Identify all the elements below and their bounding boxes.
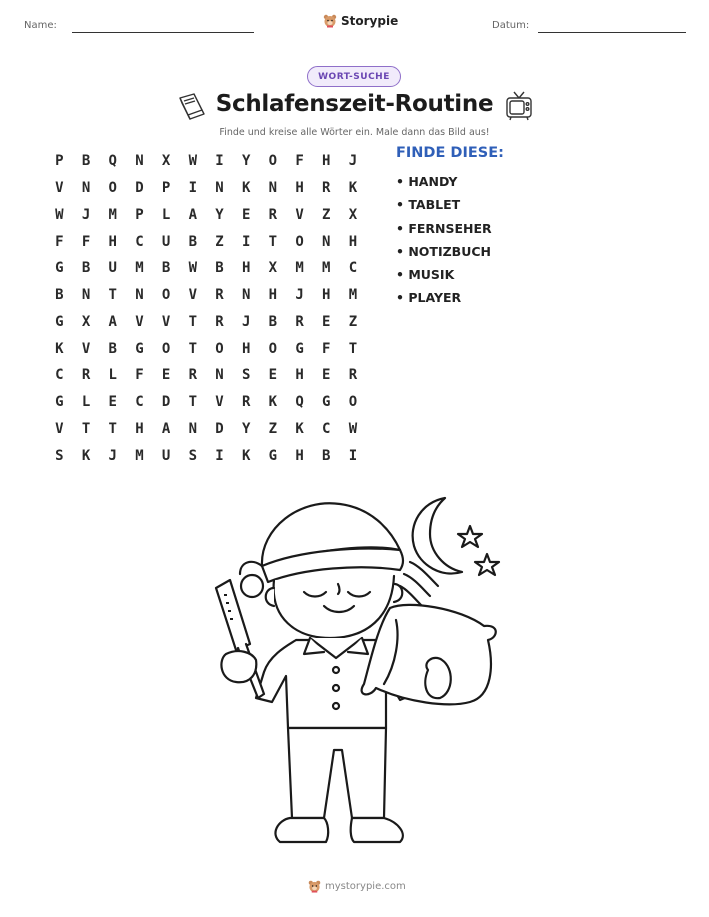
- grid-cell[interactable]: C: [322, 420, 331, 437]
- grid-cell[interactable]: H: [322, 287, 331, 304]
- grid-cell[interactable]: T: [108, 420, 117, 437]
- grid-cell[interactable]: R: [322, 180, 331, 197]
- grid-cell[interactable]: O: [268, 153, 278, 170]
- grid-cell[interactable]: B: [81, 153, 91, 170]
- grid-cell[interactable]: K: [241, 447, 251, 464]
- date-label: Datum:: [492, 20, 530, 31]
- grid-cell[interactable]: S: [241, 367, 251, 384]
- grid-cell[interactable]: G: [268, 447, 278, 464]
- grid-cell[interactable]: N: [268, 180, 278, 197]
- grid-cell[interactable]: F: [81, 233, 91, 250]
- grid-cell[interactable]: P: [135, 206, 144, 223]
- grid-cell[interactable]: N: [241, 287, 251, 304]
- grid-cell[interactable]: I: [215, 153, 224, 170]
- grid-cell[interactable]: N: [215, 180, 224, 197]
- grid-cell[interactable]: J: [81, 206, 91, 223]
- grid-cell[interactable]: J: [241, 313, 251, 330]
- grid-cell[interactable]: D: [135, 180, 144, 197]
- brand-name: Storypie: [341, 14, 399, 28]
- grid-cell[interactable]: N: [135, 153, 144, 170]
- grid-cell[interactable]: R: [215, 287, 224, 304]
- word-item: • MUSIK: [396, 267, 455, 283]
- grid-cell[interactable]: G: [295, 340, 304, 357]
- grid-cell[interactable]: E: [322, 313, 331, 330]
- word-item: • FERNSEHER: [396, 220, 492, 236]
- grid-cell[interactable]: U: [161, 233, 171, 250]
- grid-cell[interactable]: N: [135, 287, 144, 304]
- grid-cell[interactable]: R: [215, 313, 224, 330]
- grid-cell[interactable]: X: [348, 206, 358, 223]
- grid-cell[interactable]: H: [295, 367, 304, 384]
- grid-cell[interactable]: K: [268, 394, 278, 411]
- grid-cell[interactable]: E: [241, 206, 251, 223]
- grid-cell[interactable]: N: [81, 180, 91, 197]
- grid-cell[interactable]: N: [81, 287, 91, 304]
- grid-cell[interactable]: L: [108, 367, 117, 384]
- grid-cell[interactable]: R: [81, 367, 91, 384]
- grid-cell[interactable]: K: [295, 420, 304, 437]
- grid-cell[interactable]: K: [55, 340, 64, 357]
- grid-cell[interactable]: P: [55, 153, 64, 170]
- name-label: Name:: [24, 20, 57, 31]
- grid-cell[interactable]: F: [295, 153, 304, 170]
- grid-cell[interactable]: V: [135, 313, 144, 330]
- grid-cell[interactable]: J: [108, 447, 117, 464]
- word-item: • HANDY: [396, 174, 458, 189]
- grid-cell[interactable]: B: [108, 340, 117, 357]
- grid-cell[interactable]: X: [161, 153, 171, 170]
- grid-cell[interactable]: R: [241, 394, 251, 411]
- grid-cell[interactable]: O: [161, 287, 171, 304]
- grid-cell[interactable]: I: [215, 447, 224, 464]
- grid-cell[interactable]: O: [215, 340, 224, 357]
- grid-cell[interactable]: O: [295, 233, 304, 250]
- grid-cell[interactable]: K: [348, 180, 358, 197]
- instructions: Finde und kreise alle Wörter ein. Male dann das Bild aus!: [219, 127, 490, 138]
- grid-cell[interactable]: V: [55, 180, 64, 197]
- grid-cell[interactable]: W: [348, 420, 358, 437]
- grid-cell[interactable]: E: [268, 367, 278, 384]
- grid-cell[interactable]: I: [348, 447, 358, 464]
- grid-cell[interactable]: U: [108, 260, 117, 277]
- grid-cell[interactable]: G: [322, 394, 331, 411]
- grid-cell[interactable]: U: [161, 447, 171, 464]
- grid-cell[interactable]: A: [161, 420, 171, 437]
- grid-cell[interactable]: K: [241, 180, 251, 197]
- grid-cell[interactable]: H: [241, 260, 251, 277]
- grid-cell[interactable]: S: [188, 447, 197, 464]
- grid-cell[interactable]: M: [108, 206, 117, 223]
- grid-cell[interactable]: B: [322, 447, 331, 464]
- grid-cell[interactable]: R: [188, 367, 197, 384]
- grid-cell[interactable]: V: [161, 313, 171, 330]
- grid-cell[interactable]: B: [161, 260, 171, 277]
- grid-cell[interactable]: T: [268, 233, 278, 250]
- grid-cell[interactable]: L: [161, 206, 171, 223]
- grid-cell[interactable]: K: [81, 447, 91, 464]
- grid-cell[interactable]: N: [215, 367, 224, 384]
- grid-cell[interactable]: C: [135, 233, 144, 250]
- grid-cell[interactable]: E: [161, 367, 171, 384]
- grid-cell[interactable]: B: [188, 233, 197, 250]
- category-badge: WORT-SUCHE: [307, 66, 401, 87]
- grid-cell[interactable]: A: [188, 206, 197, 223]
- footer: [308, 880, 406, 893]
- grid-cell[interactable]: H: [108, 233, 117, 250]
- grid-cell[interactable]: F: [135, 367, 144, 384]
- grid-cell[interactable]: T: [81, 420, 91, 437]
- date-line[interactable]: [538, 32, 686, 33]
- brand-logo: [323, 14, 398, 28]
- grid-cell[interactable]: H: [295, 447, 304, 464]
- grid-cell[interactable]: B: [215, 260, 224, 277]
- grid-cell[interactable]: H: [348, 233, 358, 250]
- grid-cell[interactable]: G: [55, 260, 64, 277]
- grid-cell[interactable]: H: [322, 153, 331, 170]
- grid-cell[interactable]: B: [55, 287, 64, 304]
- grid-cell[interactable]: B: [81, 260, 91, 277]
- grid-cell[interactable]: V: [188, 287, 197, 304]
- grid-cell[interactable]: M: [322, 260, 331, 277]
- grid-cell[interactable]: T: [108, 287, 117, 304]
- grid-cell[interactable]: F: [55, 233, 64, 250]
- grid-cell[interactable]: W: [55, 206, 64, 223]
- grid-cell[interactable]: C: [135, 394, 144, 411]
- grid-cell[interactable]: H: [268, 287, 278, 304]
- grid-cell[interactable]: I: [188, 180, 197, 197]
- grid-cell[interactable]: T: [188, 313, 197, 330]
- grid-cell[interactable]: I: [241, 233, 251, 250]
- grid-cell[interactable]: Y: [215, 206, 224, 223]
- grid-cell[interactable]: O: [161, 340, 171, 357]
- grid-cell[interactable]: D: [161, 394, 171, 411]
- grid-cell[interactable]: G: [55, 313, 64, 330]
- grid-cell[interactable]: R: [348, 367, 358, 384]
- grid-cell[interactable]: X: [268, 260, 278, 277]
- storypie-bear-icon: [308, 880, 321, 893]
- grid-cell[interactable]: O: [348, 394, 358, 411]
- grid-cell[interactable]: S: [55, 447, 64, 464]
- grid-cell[interactable]: T: [348, 340, 358, 357]
- grid-cell[interactable]: H: [135, 420, 144, 437]
- grid-cell[interactable]: N: [188, 420, 197, 437]
- grid-cell[interactable]: W: [188, 260, 197, 277]
- grid-cell[interactable]: P: [161, 180, 171, 197]
- star-icon: [458, 526, 482, 547]
- grid-cell[interactable]: Z: [348, 313, 358, 330]
- grid-cell[interactable]: J: [295, 287, 304, 304]
- grid-cell[interactable]: J: [348, 153, 358, 170]
- grid-cell[interactable]: M: [135, 260, 144, 277]
- grid-cell[interactable]: Z: [268, 420, 278, 437]
- grid-cell[interactable]: X: [81, 313, 91, 330]
- grid-cell[interactable]: M: [348, 287, 358, 304]
- grid-cell[interactable]: O: [268, 340, 278, 357]
- grid-cell[interactable]: Q: [295, 394, 304, 411]
- grid-cell[interactable]: E: [108, 394, 117, 411]
- grid-cell[interactable]: H: [241, 340, 251, 357]
- grid-cell[interactable]: M: [295, 260, 304, 277]
- grid-cell[interactable]: V: [215, 394, 224, 411]
- grid-cell[interactable]: C: [55, 367, 64, 384]
- grid-cell[interactable]: C: [348, 260, 358, 277]
- grid-cell[interactable]: G: [55, 394, 64, 411]
- grid-cell[interactable]: Y: [241, 420, 251, 437]
- footer-url[interactable]: mystorypie.com: [325, 881, 406, 892]
- grid-cell[interactable]: N: [322, 233, 331, 250]
- grid-cell[interactable]: T: [188, 394, 197, 411]
- star-icon: [475, 554, 499, 575]
- grid-cell[interactable]: M: [135, 447, 144, 464]
- grid-cell[interactable]: F: [322, 340, 331, 357]
- grid-cell[interactable]: V: [55, 420, 64, 437]
- page-title: Schlafenszeit-Routine: [215, 91, 494, 117]
- moon-icon: [413, 498, 462, 574]
- grid-cell[interactable]: Y: [241, 153, 251, 170]
- grid-cell[interactable]: V: [81, 340, 91, 357]
- word-item: • TABLET: [396, 197, 461, 213]
- grid-cell[interactable]: G: [135, 340, 144, 357]
- grid-cell[interactable]: W: [188, 153, 197, 170]
- grid-cell[interactable]: Q: [108, 153, 117, 170]
- word-item: • NOTIZBUCH: [396, 243, 491, 259]
- grid-cell[interactable]: Z: [215, 233, 224, 250]
- grid-cell[interactable]: H: [295, 180, 304, 197]
- bedtime-child-illustration: [200, 488, 510, 858]
- word-item: • PLAYER: [396, 290, 462, 306]
- name-line[interactable]: [72, 32, 254, 33]
- word-list-heading: FINDE DIESE:: [396, 145, 504, 161]
- storypie-bear-icon: [323, 14, 337, 28]
- grid-cell[interactable]: O: [108, 180, 117, 197]
- grid-cell[interactable]: T: [188, 340, 197, 357]
- grid-cell[interactable]: V: [295, 206, 304, 223]
- grid-cell[interactable]: E: [322, 367, 331, 384]
- grid-cell[interactable]: L: [81, 394, 91, 411]
- word-search-grid: [46, 148, 366, 469]
- word-list: [396, 145, 686, 310]
- grid-cell[interactable]: D: [215, 420, 224, 437]
- grid-cell[interactable]: B: [268, 313, 278, 330]
- grid-cell[interactable]: A: [108, 313, 117, 330]
- grid-cell[interactable]: R: [268, 206, 278, 223]
- grid-cell[interactable]: R: [295, 313, 304, 330]
- grid-cell[interactable]: Z: [322, 206, 331, 223]
